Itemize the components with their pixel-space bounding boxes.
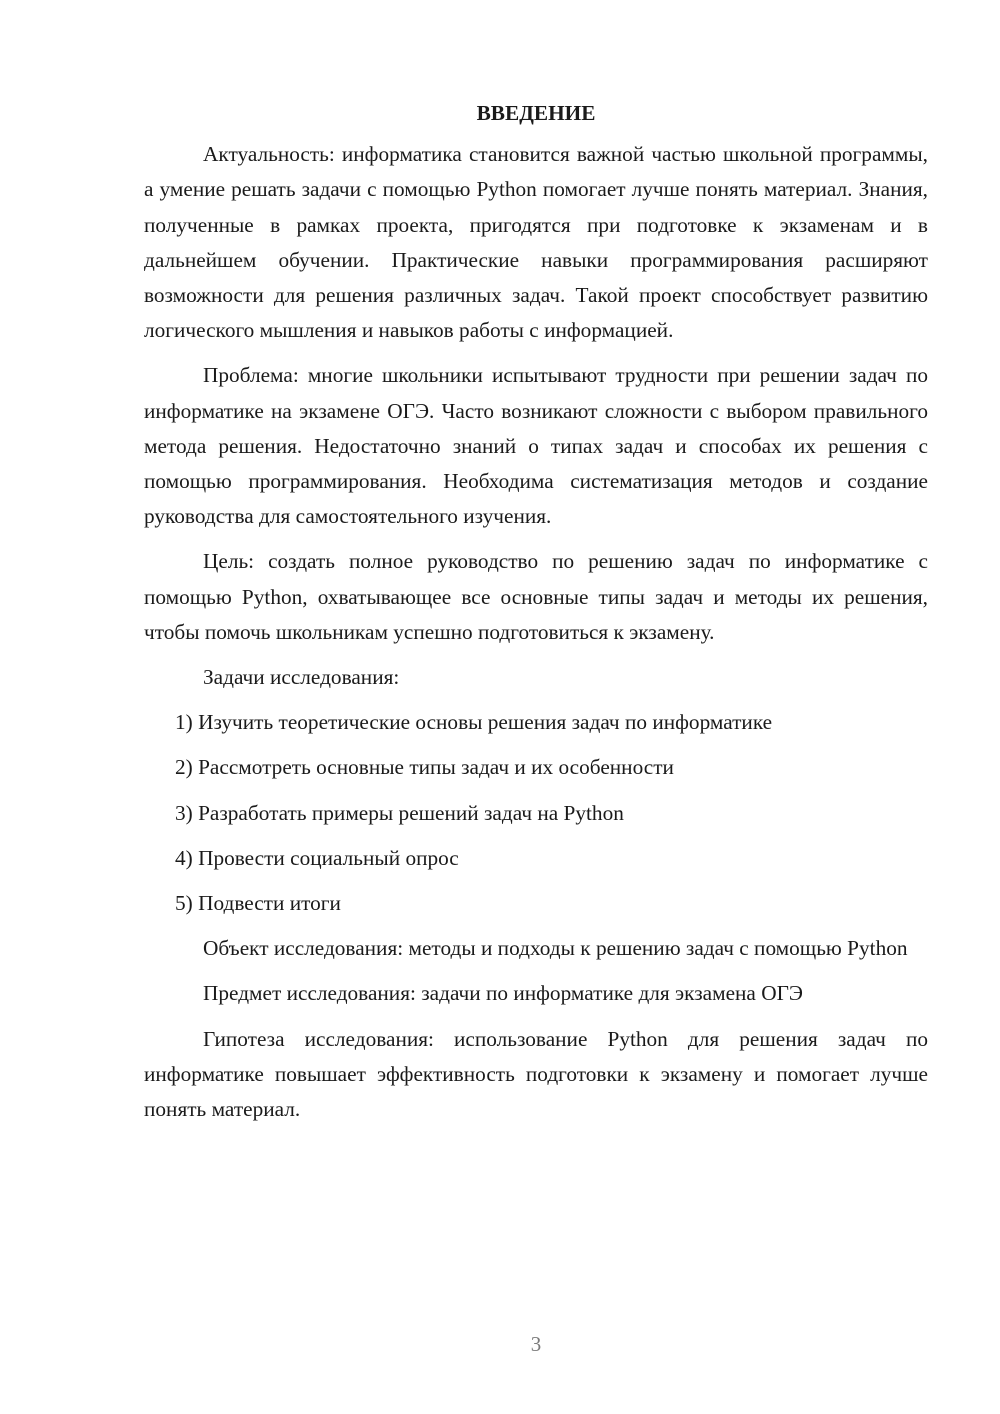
list-item: 5) Подвести итоги (175, 891, 341, 916)
hypothesis-paragraph: Гипотеза исследования: использование Python для решения задач по информатике повышает эффективность подготовки к экзамену и помогает лучше понять материал. (144, 1026, 928, 1122)
list-item: 2) Рассмотреть основные типы задач и их особенности (175, 755, 674, 780)
relevance-paragraph: Актуальность: информатика становится важной частью школьной программы, а умение решать задачи с помощью Python помогает лучше понять материал. Знания, полученные в рамках проекта, пригодятся при подготовке к экзаменам и в дальнейшем обучении. Практические навыки программирования расширяют возможности для решения различных задач. Такой проект способствует развитию логического мышления и навыков работы с информацией. (144, 142, 928, 343)
object-paragraph: Объект исследования: методы и подходы к решению задач с помощью Python (203, 936, 908, 961)
list-item: 4) Провести социальный опрос (175, 845, 459, 870)
problem-paragraph: Проблема: многие школьники испытывают трудности при решении задач по информатике на экзамене ОГЭ. Часто возникают сложности с выбором правильного метода решения. Недостаточно знаний о типах задач и способах их решения с помощью программирования. Необходима систематизация методов и создание руководства для самостоятельного изучения. (144, 363, 928, 529)
list-item: 3) Разработать примеры решений задач на Python (175, 800, 624, 825)
goal-paragraph: Цель: создать полное руководство по решению задач по информатике с помощью Python, охватывающее все основные типы задач и методы их решения, чтобы помочь школьникам успешно подготовиться к экзамену. (144, 549, 928, 644)
document-page (144, 96, 928, 1137)
page-title: ВВЕДЕНИЕ (476, 101, 596, 125)
list-item: 1) Изучить теоретические основы решения задач по информатике (175, 710, 773, 735)
page-number: 3 (530, 1332, 542, 1356)
subject-paragraph: Предмет исследования: задачи по информатике для экзамена ОГЭ (203, 981, 803, 1006)
tasks-list (144, 705, 928, 921)
tasks-heading: Задачи исследования: (203, 665, 400, 690)
